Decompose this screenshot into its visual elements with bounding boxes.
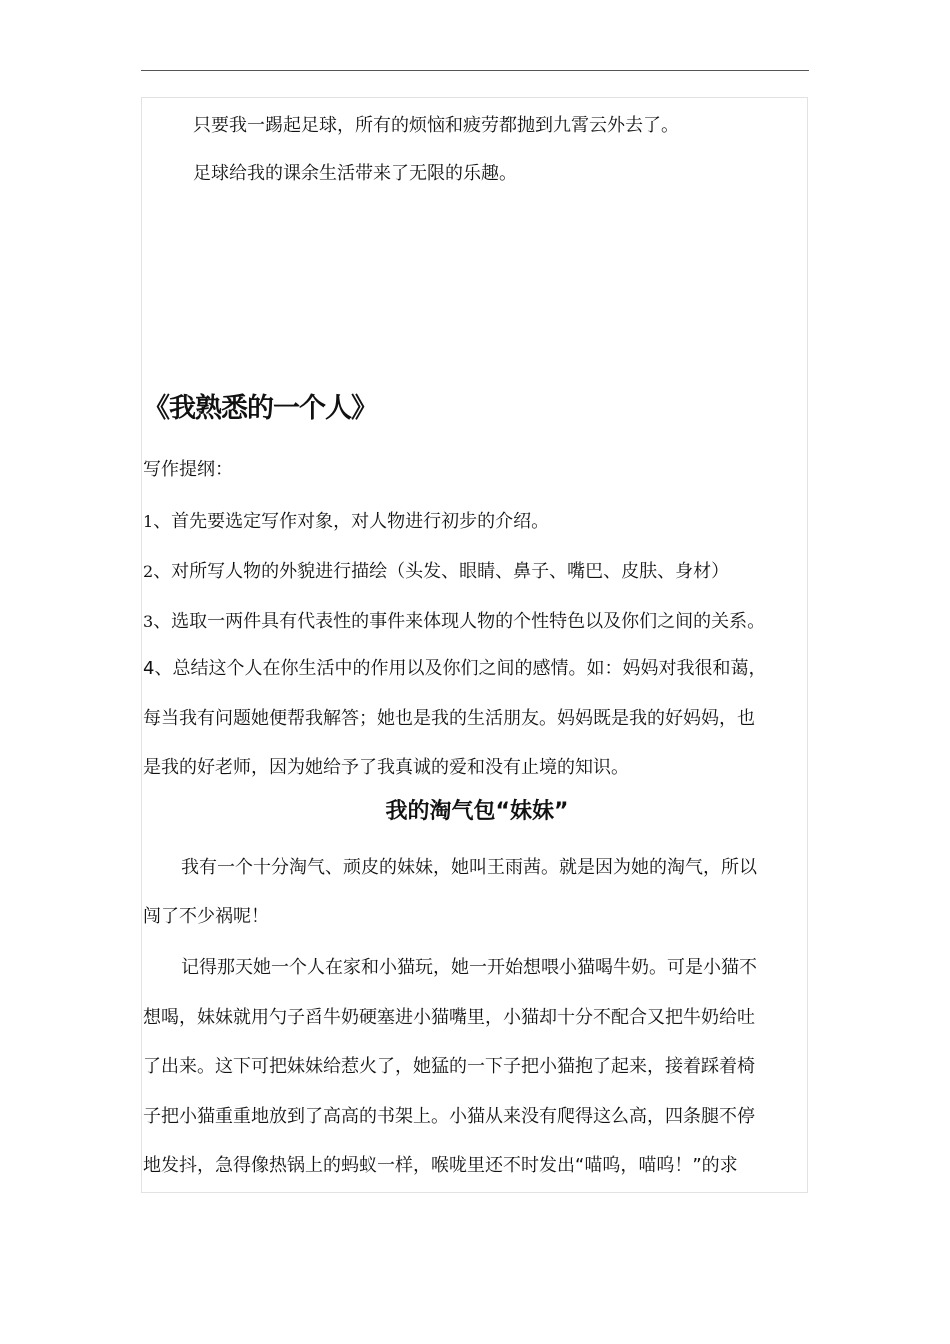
outline-item-number: 2: [143, 562, 154, 581]
outline-item-4-line: 4、总结这个人在你生活中的作用以及你们之间的感情。如：妈妈对我很和蔼，: [143, 658, 767, 679]
outline-item: [143, 510, 549, 534]
outline-item-4-line: 每当我有问题她便帮我解答；她也是我的生活朋友。妈妈既是我的好妈妈，也: [143, 708, 755, 729]
story-line: 记得那天她一个人在家和小猫玩，她一开始想喂小猫喝牛奶。可是小猫不: [181, 957, 757, 978]
outline-item-number: 1: [143, 512, 154, 531]
story-line: 闯了不少祸呢！: [143, 906, 269, 927]
story-line: 子把小猫重重地放到了高高的书架上。小猫从来没有爬得这么高，四条腿不停: [143, 1106, 755, 1127]
story-title: 我的淘气包“妹妹”: [385, 799, 569, 824]
essay-title: 《我熟悉的一个人》: [143, 393, 377, 424]
outline-item: [143, 560, 729, 584]
outline-item: [143, 610, 765, 634]
story-line: 了出来。这下可把妹妹给惹火了，她猛的一下子把小猫抱了起来，接着踩着椅: [143, 1056, 755, 1077]
story-line: 想喝，妹妹就用勺子舀牛奶硬塞进小猫嘴里，小猫却十分不配合又把牛奶给吐: [143, 1007, 755, 1028]
outline-item-text: 、选取一两件具有代表性的事件来体现人物的个性特色以及你们之间的关系。: [153, 611, 766, 632]
intro-paragraph-1: 只要我一踢起足球，所有的烦恼和疲劳都抛到九霄云外去了。: [193, 115, 679, 136]
outline-item-text: 、对所写人物的外貌进行描绘（头发、眼睛、鼻子、嘴巴、皮肤、身材）: [153, 561, 730, 582]
story-line: 我有一个十分淘气、顽皮的妹妹，她叫王雨茜。就是因为她的淘气，所以: [181, 857, 757, 878]
outline-heading: 写作提纲：: [143, 459, 233, 480]
outline-item-text: 、首先要选定写作对象，对人物进行初步的介绍。: [153, 511, 550, 532]
story-line: 地发抖，急得像热锅上的蚂蚁一样，喉咙里还不时发出“喵呜，喵呜！”的求: [143, 1155, 738, 1176]
intro-paragraph-2: 足球给我的课余生活带来了无限的乐趣。: [193, 163, 517, 184]
outline-item-4-line: 是我的好老师，因为她给予了我真诚的爱和没有止境的知识。: [143, 757, 629, 778]
header-rule: [141, 70, 809, 71]
outline-item-number: 3: [143, 612, 154, 631]
